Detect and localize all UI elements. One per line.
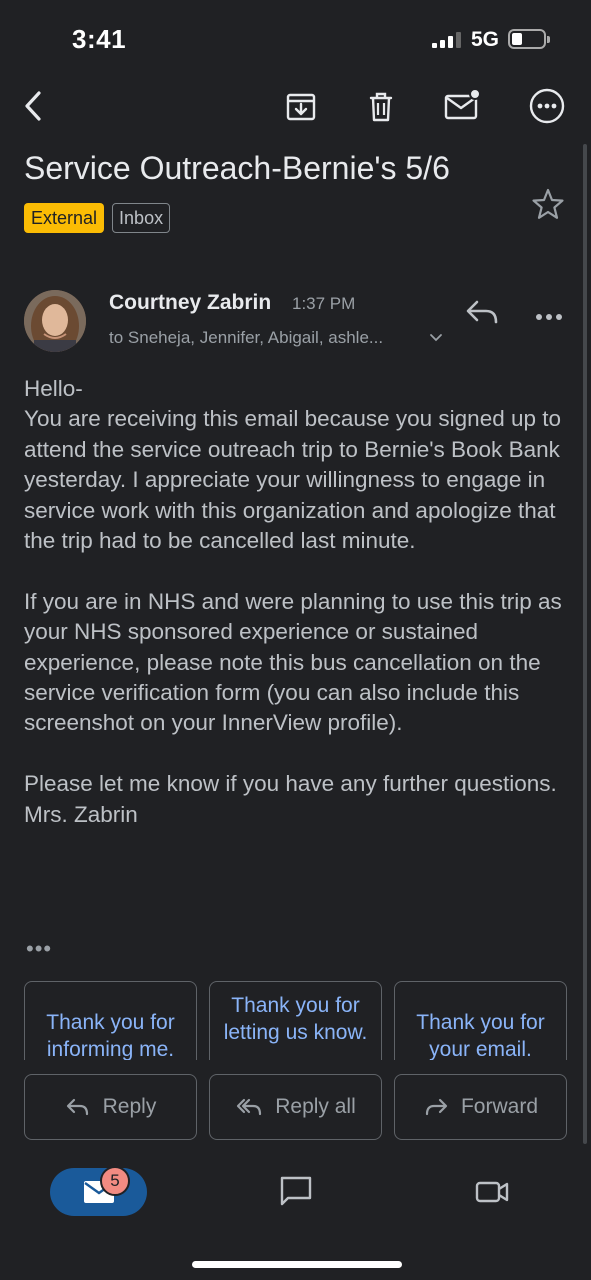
sender-header (0, 282, 591, 362)
more-horizontal-icon[interactable] (527, 86, 567, 126)
email-body (24, 374, 572, 830)
unread-count-badge: 5 (100, 1166, 130, 1196)
chevron-down-icon[interactable] (428, 330, 444, 346)
email-subject: Service Outreach-Bernie's 5/6 (24, 150, 450, 186)
back-icon[interactable] (14, 86, 54, 126)
smart-replies (0, 980, 591, 1060)
reply-all-button[interactable] (209, 1074, 382, 1140)
inbox-label[interactable]: Inbox (112, 203, 170, 233)
star-icon[interactable] (530, 186, 566, 222)
smart-reply-chip[interactable]: Thank you for informing me. (24, 981, 197, 1060)
nav-mail-tab[interactable] (50, 1168, 147, 1216)
body-paragraph-1: You are receiving this email because you signed up to attend the service outreach trip to Bernie's Book Bank yesterday. I appreciate your willingness to engage in service work with this organization and apologize that the trip had to be cancelled last minute. (24, 406, 562, 554)
forward-button[interactable] (394, 1074, 567, 1140)
video-camera-icon[interactable] (472, 1172, 512, 1212)
show-trimmed-content[interactable]: ••• (26, 936, 53, 961)
body-paragraph-2: If you are in NHS and were planning to use this trip as your NHS sponsored experience or sustained experience, please note this bus cancellation on the service verification form (you can also include this screenshot on your InnerView profile). (24, 588, 562, 736)
recipients[interactable]: to Sneheja, Jennifer, Abigail, ashle... (109, 328, 384, 347)
email-labels (24, 203, 170, 233)
smart-reply-chip[interactable]: Thank you for your email. (394, 981, 567, 1060)
body-greeting: Hello- (24, 376, 83, 401)
archive-icon[interactable] (281, 86, 321, 126)
reply-icon[interactable] (462, 292, 502, 332)
chat-icon[interactable] (276, 1172, 316, 1212)
home-indicator[interactable] (192, 1261, 402, 1268)
reply-icon (65, 1096, 91, 1118)
message-more-icon[interactable] (528, 292, 568, 332)
battery-icon (508, 29, 546, 49)
network-label: 5G (471, 28, 500, 51)
reply-button[interactable] (24, 1074, 197, 1140)
avatar[interactable] (24, 290, 86, 352)
smart-reply-chip[interactable]: Thank you for letting us know. (209, 981, 382, 1060)
email-toolbar (0, 80, 591, 132)
sent-time: 1:37 PM (292, 294, 356, 313)
body-signature: Mrs. Zabrin (24, 801, 138, 827)
status-time: 3:41 (72, 24, 127, 54)
scrollbar[interactable] (583, 144, 587, 1144)
external-label: External (24, 203, 104, 233)
forward-icon (423, 1096, 449, 1118)
status-bar (0, 0, 591, 80)
sender-name[interactable]: Courtney Zabrin (109, 291, 272, 314)
signal-icon (432, 32, 462, 48)
reply-label: Reply (102, 1095, 157, 1118)
reply-all-label: Reply all (275, 1095, 356, 1118)
mark-unread-icon[interactable] (442, 86, 482, 126)
reply-all-icon (235, 1096, 263, 1118)
forward-label: Forward (460, 1095, 539, 1118)
trash-icon[interactable] (361, 86, 401, 126)
message-actions (0, 1074, 591, 1140)
body-paragraph-3: Please let me know if you have any further questions. (24, 771, 557, 797)
